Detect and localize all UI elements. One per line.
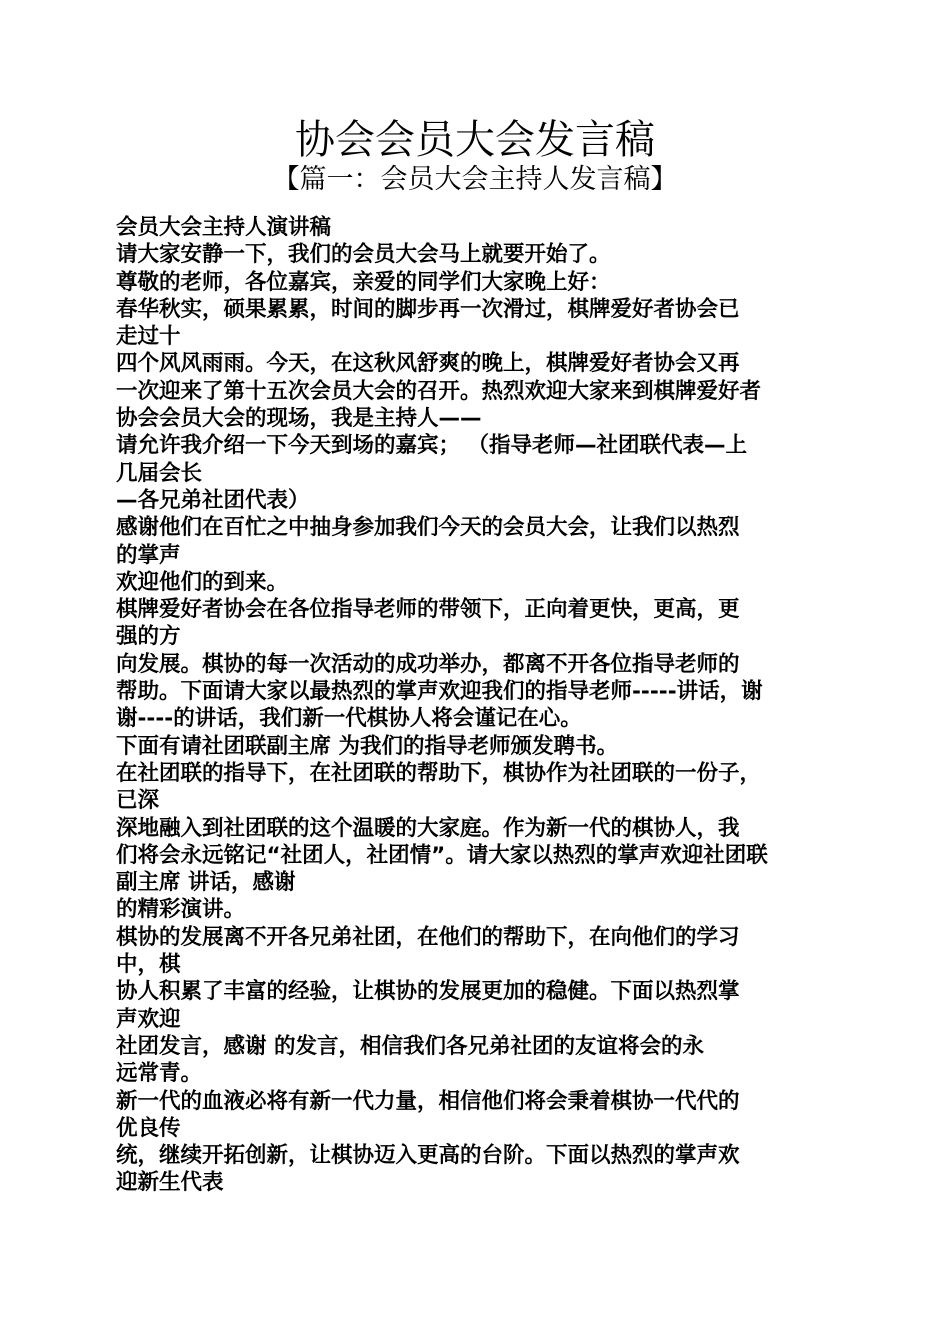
body-line: 棋牌爱好者协会在各位指导老师的带领下，正向着更快，更高，更 <box>116 597 740 623</box>
body-line: 副主席 讲话，感谢 <box>116 870 296 896</box>
body-line: 声欢迎 <box>116 1006 181 1032</box>
body-line: 几届会长 <box>116 460 203 486</box>
body-line: 尊敬的老师，各位嘉宾，亲爱的同学们大家晚上好： <box>116 269 611 295</box>
body-line: 的掌声 <box>116 542 181 568</box>
body-line: 向发展。棋协的每一次活动的成功举办，都离不开各位指导老师的 <box>116 651 740 677</box>
body-line: 春华秋实，硕果累累，时间的脚步再一次滑过，棋牌爱好者协会已 <box>116 296 740 322</box>
body-line: 在社团联的指导下，在社团联的帮助下，棋协作为社团联的一份子， <box>116 760 762 786</box>
body-line: 迎新生代表 <box>116 1170 224 1196</box>
body-line: 协会会员大会的现场，我是主持人—— <box>116 406 482 432</box>
body-line: —各兄弟社团代表） <box>116 487 310 513</box>
body-line: 欢迎他们的到来。 <box>116 569 289 595</box>
document-title: 协会会员大会发言稿 <box>295 117 655 163</box>
body-line: 统，继续开拓创新，让棋协迈入更高的台阶。下面以热烈的掌声欢 <box>116 1143 740 1169</box>
body-line: 协人积累了丰富的经验，让棋协的发展更加的稳健。下面以热烈掌 <box>116 979 740 1005</box>
body-line: 深地融入到社团联的这个温暖的大家庭。作为新一代的棋协人，我 <box>116 815 740 841</box>
body-line: 新一代的血液必将有新一代力量，相信他们将会秉着棋协一代代的 <box>116 1088 740 1114</box>
body-line: 已深 <box>116 788 160 814</box>
body-line: 感谢他们在百忙之中抽身参加我们今天的会员大会，让我们以热烈 <box>116 515 740 541</box>
body-line: 中，棋 <box>116 952 181 978</box>
body-line: 请允许我介绍一下今天到场的嘉宾； （指导老师—社团联代表—上 <box>116 433 747 459</box>
body-line: 一次迎来了第十五次会员大会的召开。热烈欢迎大家来到棋牌爱好者 <box>116 378 762 404</box>
body-line: 强的方 <box>116 624 181 650</box>
body-line: 们将会永远铭记“社团人，社团情”。请大家以热烈的掌声欢迎社团联 <box>116 842 768 868</box>
body-line: 优良传 <box>116 1115 181 1141</box>
document-subtitle: 【篇一：会员大会主持人发言稿】 <box>272 164 678 195</box>
body-line: 远常青。 <box>116 1061 203 1087</box>
body-line: 下面有请社团联副主席 为我们的指导老师颁发聘书。 <box>116 733 618 759</box>
body-line: 四个风风雨雨。今天，在这秋风舒爽的晚上，棋牌爱好者协会又再 <box>116 351 740 377</box>
document-body <box>116 214 836 1197</box>
body-line: 棋协的发展离不开各兄弟社团，在他们的帮助下，在向他们的学习 <box>116 924 740 950</box>
body-line: 请大家安静一下，我们的会员大会马上就要开始了。 <box>116 242 611 268</box>
body-line: 帮助。下面请大家以最热烈的掌声欢迎我们的指导老师-----讲话，谢 <box>116 679 763 705</box>
body-line: 的精彩演讲。 <box>116 897 246 923</box>
body-line: 走过十 <box>116 324 181 350</box>
body-line: 社团发言，感谢 的发言，相信我们各兄弟社团的友谊将会的永 <box>116 1033 704 1059</box>
body-line: 谢----的讲话，我们新一代棋协人将会谨记在心。 <box>116 706 582 732</box>
body-line: 会员大会主持人演讲稿 <box>116 215 332 240</box>
